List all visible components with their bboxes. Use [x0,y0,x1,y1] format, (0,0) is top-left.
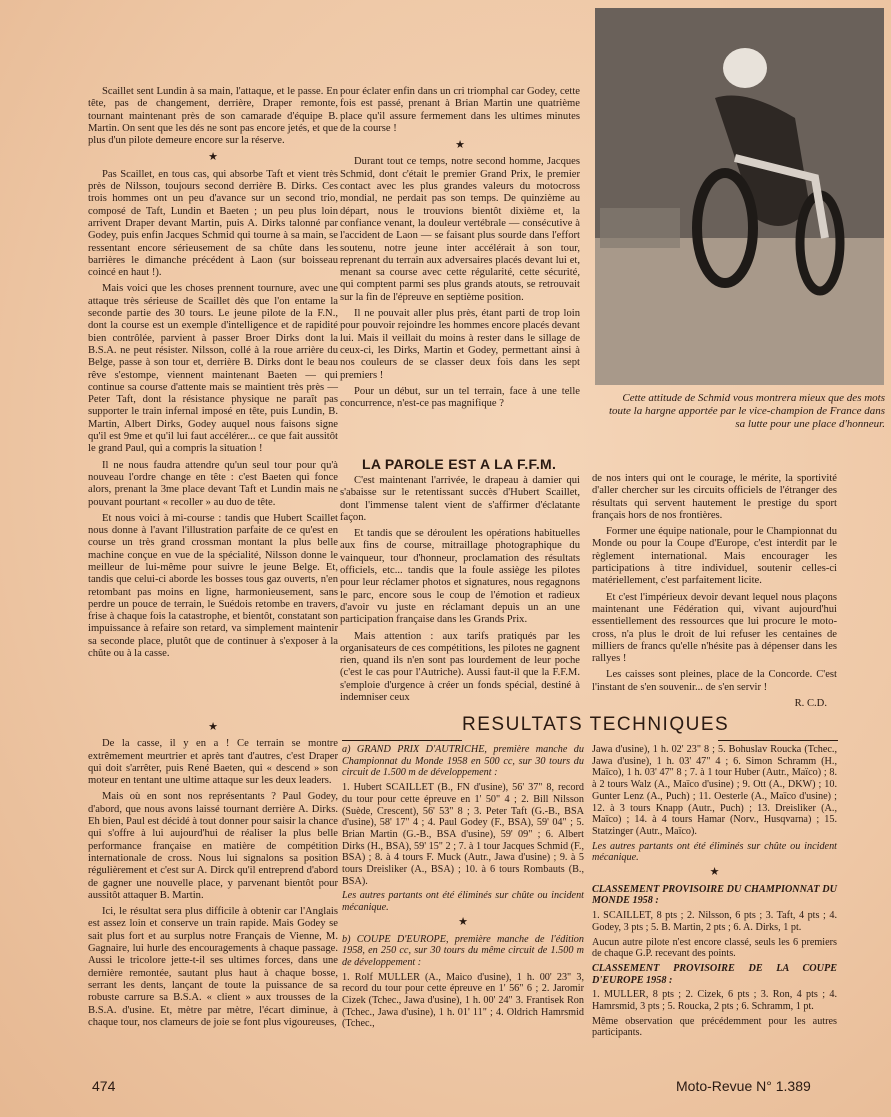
paragraph: Mais voici que les choses prennent tournure, avec une attaque très sérieuse de Scaillet dès que l'on entame la seconde partie des 30 tours. Le jeune pilote de la F.N., dont la course est un exemple d'intelligence et de rapidité bien contrôlée, parvient à passer Broer Dirks dont la B.S.A. ne peut résister. Nilsson, collé à la roue arrière du Belge, passe à son tour et, derrière B. Dirks dont le beau rêve s'estompe, viennent maintenant Baeten — qui continue sa course d'attente mais se maintient très près — Peter Taft, dont la résistance physique ne paraît pas supporter le train infernal imposé en tête, puis Lundin, B. Martin, Albert Dirks, Godey auquel nous faisons signe qu'il est 9me et qu'il lui faut accélérer... ce que fait aussitôt le grand Paul, qui a compris la situation ! [88,283,338,455]
page-number: 474 [92,1078,116,1094]
paragraph: Mais attention : aux tarifs pratiqués par les organisateurs de ces compétitions, les pilotes ne gagnent rien, quand ils n'en sont pas lourdement de leur poche (c'est le cas pour l'Autriche). Aussi faut-il que la F.F.M. s'emploie d'urgence à créer un fonds spécial, destiné à indemniser ceux [340,630,580,704]
paragraph: Ici, le résultat sera plus difficile à obtenir car l'Anglais est assez loin et conserve un train rapide. Mais Godey se sait plus fort et au surplus notre Français de Vienne, M. Gagnaire, lui hurle des encouragements à chaque passage. Aussi le tricolore jette-t-il ses ultimes forces, dans une dernière remontée, sautant plus haut à chaque bosse, serrant les dents, lançant de toute la puissance de sa robuste carrure sa B.S.A. « client » aux trousses de la B.S.A. d'usine. Et, mètre par mètre, l'écart diminue, à chaque tour, nos clameurs de joie se font plus vigoureuses, [88,906,338,1028]
paragraph: Il ne pouvait aller plus près, étant parti de trop loin pour pouvoir rejoindre les hommes encore placés devant lui. Mais il veillait du moins à rester dans le sillage de ceux-ci, les Dirks, Martin et Godey, permettant ainsi à nos couleurs de se classer deux fois dans les sept premiers ! [340,308,580,381]
result-list: Jawa d'usine), 1 h. 02' 23" 8 ; 5. Bohuslav Roucka (Tchec., Jawa d'usine), 1 h. 03' 47" 4 ; 6. Simon Schramm (H., Maïco), 1 h. 03' 47" 8 ; 7. à 1 tour Huber (Autr., Maïco) ; 8. à 2 tours Walz (A., Maïco d'usine) ; 9. Ott (A., DKW) ; 10. Gunter Lenz (A., Puch) ; 11. Oesterle (A., Maïco d'usine) ; 12. à 3 tours Knapp (Autr., Puch) ; 13. Dreisliker (A., Maïco) ; 14. à 4 tours Hamar (Norv., Husqvarna) ; 15. Statzinger (Autr., Maïco). [592,744,837,837]
star-separator: ★ [455,139,465,152]
result-list: 1. Hubert SCAILLET (B., FN d'usine), 56' 37" 8, record du tour pour cette épreuve en 1' 50" 4 ; 2. Bill Nilsson (Suède, Crescent), 56' 53" 8 ; 3. Peter Taft (G.-B., BSA d'usine), 58' 17" 4 ; 4. Paul Godey (F., BSA), 59' 04" ; 5. Brian Martin (G.-B., BSA d'usine), 59' 09" ; 6. Albert Dirks (H., BSA), 59' 15" 2 ; 7. à 1 tour Jacques Schmid (F., BSA) ; 8. à 4 tours F. Muck (Autr., Jawa d'usine) ; 9. à 5 tours Dreisliker (A., BSA) ; 10. à 6 tours Rombauts (B., BSA). [342,782,584,887]
star-separator: ★ [709,866,720,879]
results-column-2 [592,744,837,1042]
result-list: 1. Rolf MULLER (A., Maico d'usine), 1 h. 00' 23" 3, record du tour pour cette épreuve en 1' 56" 6 ; 2. Jaromir Cizek (Tchec., Jawa d'usine), 1 h. 00' 24" 3. Frantisek Ron (Tchec., Jawa d'usine), 1 h. 01' 11" ; 4. Oldrich Hamrsmid (Tchec., [342,971,584,1030]
paragraph: Pour un début, sur un tel terrain, face à une telle concurrence, n'est-ce pas magnifique ? [340,385,580,410]
paragraph: Et nous voici à mi-course : tandis que Hubert Scaillet nous donne à l'avant l'illustration parfaite de ce qu'est en course un très grand crossman montant la plus belle machine conçue en vue de la spécialité, Nilsson donne le meilleur de lui-même pour suivre le jeune Belge. Et, tandis que celui-ci aborde les bosses tous gaz ouverts, n'en retombant pas moins en ligne, harmonieusement, sans perdre un pouce de terrain, le Suédois retombe en travers, frise à chaque fois la catastrophe, et bientôt, constatant son impuissance à refaire son retard, va simplement maintenir sa seconde place, plutôt que de continuer à s'exposer à la chûte ou à la casse. [88,512,338,660]
paragraph: Mais où en sont nos représentants ? Paul Godey, d'abord, que nous avons laissé tournant derrière A. Dirks. Eh bien, Paul est décidé à tout donner pour saisir la chance qui s'offre à lui aujourd'hui de réaliser la plus belle performance française en matière de compétition internationale de cross. Nous lui signalons sa position régulièrement et c'est sur A. Dirck qu'il entreprend d'abord de gagner une nouvelle place, y parvenant bientôt pour aussitôt attaquer B. Martin. [88,791,338,901]
paragraph: De la casse, il y en a ! Ce terrain se montre extrêmement meurtrier et après tant d'autres, c'est Draper qui doit s'arrêter, puis René Baeten, qui « descend » son moteur en tentant une ultime attaque sur les deux leaders. [88,738,338,787]
paragraph: Les caisses sont pleines, place de la Concorde. C'est l'instant de s'en souvenir... de s'en servir ! [592,669,837,693]
photo-caption: Cette attitude de Schmid vous montrera mieux que des mots toute la hargne apportée par le vice-champion de France dans sa lutte pour une place d'honneur. [608,392,885,430]
results-column-1 [342,744,584,1033]
paragraph: Et c'est l'impérieux devoir devant lequel nous plaçons maintenant une Fédération qui, vivant aujourd'hui essentiellement des ressources que lui procure le moto-cross, n'a plus le droit de lui refuser les centaines de milliers de francs qu'elle n'hésite pas à dépenser dans les rallyes ! [592,591,837,665]
motocross-photo [595,8,884,385]
author-signature: R. C.D. [794,698,827,710]
rider-jump-image [595,8,884,385]
paragraph: Former une équipe nationale, pour le Championnat du Monde ou pour la Coupe d'Europe, c'est interdit par le règlement international. Mais encourager les participations à titre individuel, soutenir celles-ci matériellement, c'est parfaitement licite. [592,526,837,587]
article-column-4 [592,473,837,710]
divider [342,740,462,741]
result-note: Les autres partants ont été éliminés sur chûte ou incident mécanique. [592,840,837,864]
section-heading: LA PAROLE EST A LA F.F.M. [362,456,557,472]
paragraph: pour éclater enfin dans un cri triomphal car Godey, cette fois est passé, prenant à Brian Martin une quatrième place qu'il assure fermement dans les ultimes minutes de la course ! [340,86,580,134]
article-column-5 [88,718,338,1033]
paragraph: C'est maintenant l'arrivée, le drapeau à damier qui s'abaisse sur le retentissant succès d'Hubert Scaillet, dont l'immense talent vient de s'affirmer d'éclatante façon. [340,475,580,523]
star-separator: ★ [458,915,468,928]
paragraph: Il ne nous faudra attendre qu'un seul tour pour qu'à nouveau l'ordre change en tête : c'est Baeten qui fonce alors, prenant la 3me place devant Taft et Lundin mais ne pouvant pourtant « recoller » au duo de tête. [88,459,338,508]
standings-heading: CLASSEMENT PROVISOIRE DU CHAMPIONNAT DU MONDE 1958 : [592,883,837,907]
paragraph: Pas Scaillet, en tous cas, qui absorbe Taft et vient très près de Nilsson, toujours second derrière B. Dirks. Ces trois hommes ont un peu d'avance sur un second trio, composé de Taft, Lundin et Baeten ; un peu plus loin arrivent Draper devant Martin, puis A. Dirks talonné par Godey, puis enfin Jacques Schmid qui tourne à sa main, se ressentant encore sérieusement de sa chûte dans les barrières le dimanche précédent à Laon (sur boisseau coincé en haut !). [88,168,338,279]
result-heading: a) GRAND PRIX D'AUTRICHE, première manche du Championnat du Monde 1958 en 500 cc, sur 30 tours du circuit de 1.500 m de développement : [342,744,584,779]
paragraph: Durant tout ce temps, notre second homme, Jacques Schmid, dont c'était le premier Grand Prix, le premier contact avec les plus grandes valeurs du motocross mondial, ne perdait pas son temps. De quinzième au départ, nous le trouvions bientôt dixième et, la confiance venant, la douleur vertébrale — consécutive à l'accident de Laon — se faisant plus sourde dans l'effort soutenu, notre jeune inter accélérait à son tour, reprenant du terrain aux adversaires placés devant lui et, menant sa course avec cette régularité, cette sécurité, qui comptent parmi ses plus grands atouts, se retrouvait sur la fin de l'épreuve en septième position. [340,156,580,303]
article-column-3 [340,475,580,708]
article-column-1 [88,86,338,664]
divider [718,740,838,741]
standings-heading: CLASSEMENT PROVISOIRE DE LA COUPE D'EUROPE 1958 : [592,962,837,986]
result-note: Les autres partants ont été éliminés sur chûte ou incident mécanique. [342,890,584,914]
standings-note: Même observation que précédemment pour les autres participants. [592,1015,837,1039]
paragraph: Et tandis que se déroulent les opérations habituelles aux fins de course, mitraillage photographique du vainqueur, tour d'honneur, proclamation des résultats officiels, etc... tandis que la foule assiège les pilotes pour leur réclamer photos et signatures, nous regagnons le parc, encore sous le coup de l'émotion et radieux d'avoir vu juste en réclamant depuis un an une participation française dans les Grands Prix. [340,528,580,626]
result-heading: b) COUPE D'EUROPE, première manche de l'édition 1958, en 250 cc, sur 30 tours du même circuit de 1.500 m de développement : [342,933,584,968]
star-separator: ★ [208,721,218,733]
article-column-2 [340,86,580,414]
standings-list: 1. MULLER, 8 pts ; 2. Cizek, 6 pts ; 3. Ron, 4 pts ; 4. Hamrsmid, 3 pts ; 5. Roucka, 2 pts ; 6. Schramm, 1 pt. [592,989,837,1013]
magazine-issue: Moto-Revue N° 1.389 [676,1078,811,1094]
standings-list: 1. SCAILLET, 8 pts ; 2. Nilsson, 6 pts ; 3. Taft, 4 pts ; 4. Godey, 3 pts ; 5. B. Martin, 2 pts ; 6. A. Dirks, 1 pt. [592,910,837,933]
results-heading: RESULTATS TECHNIQUES [462,714,730,735]
star-separator: ★ [208,151,218,164]
paragraph: Scaillet sent Lundin à sa main, l'attaque, et le passe. En tête, pas de changement, derrière, Draper remonte, tournant maintenant près de son camarade d'équipe B. Martin. On sent que les dés ne sont pas encore jetés, et que plus d'un pilote demeure encore sur la réserve. [88,86,338,147]
paragraph: de nos inters qui ont le courage, le mérite, la sportivité d'aller chercher sur les circuits officiels de l'étranger des résultats qui servent hautement le prestige du sport français hors de nos frontières. [592,473,837,521]
standings-note: Aucun autre pilote n'est encore classé, seuls les 6 premiers de chaque G.P. recevant des points. [592,936,837,960]
